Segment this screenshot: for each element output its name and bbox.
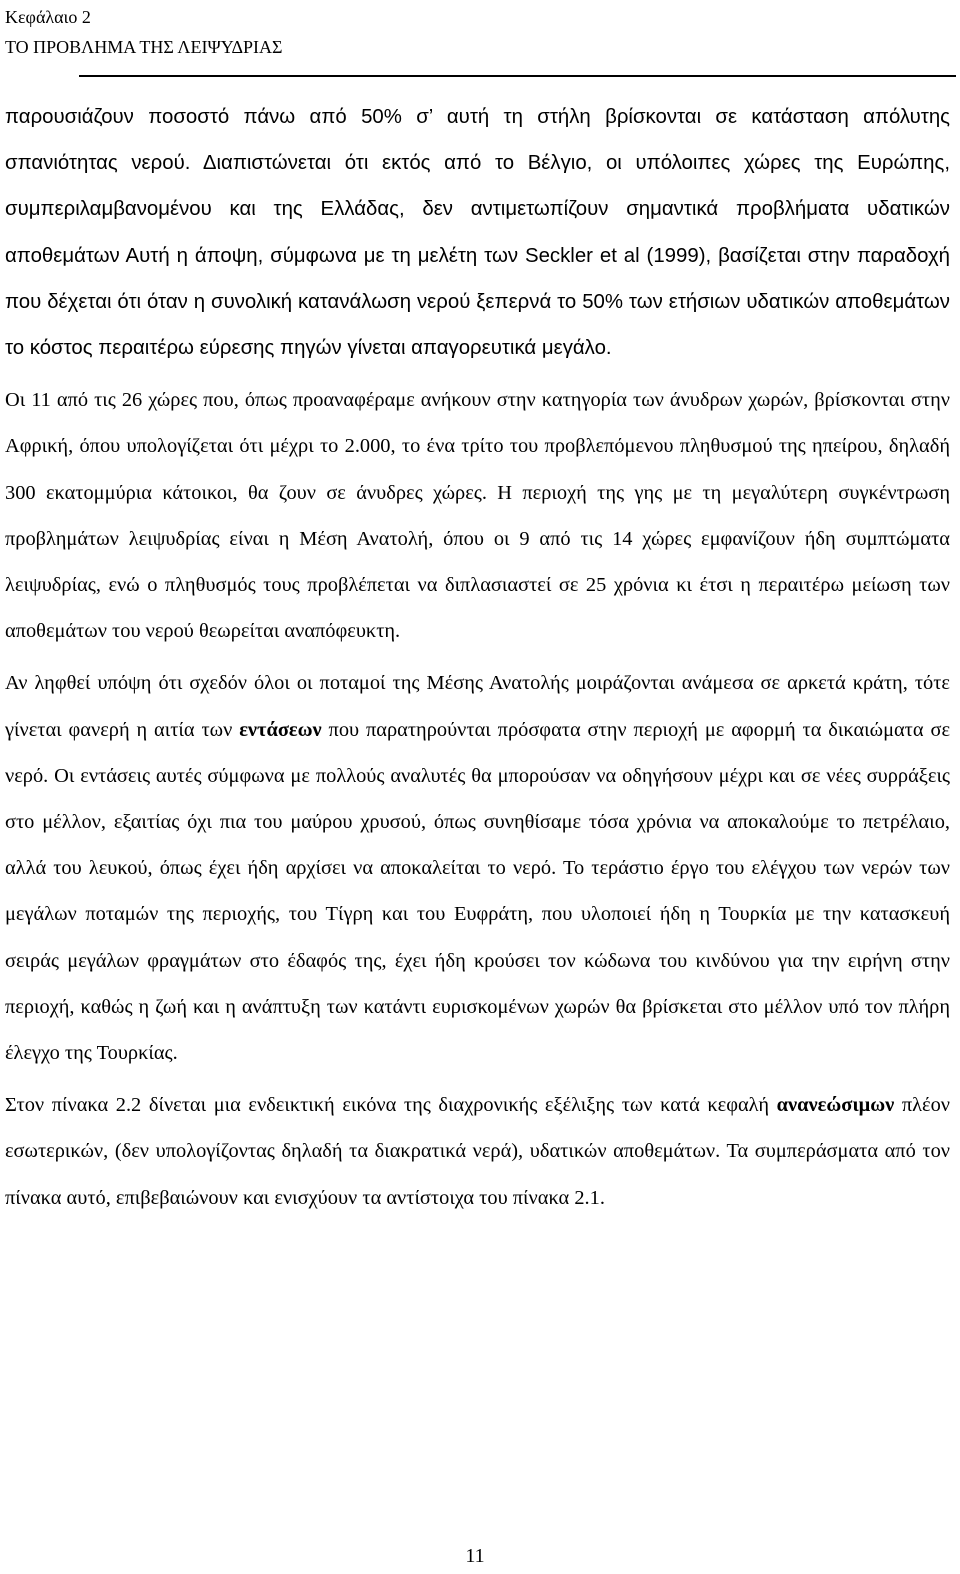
paragraph-3-text-before: Αν ληφθεί υπόψη ότι σχεδόν όλοι οι ποταμοί της Μέσης Ανατολής μοιράζονται ανάμεσα σε αρκετά κράτη, τότε γίνεται φανερή η αιτία των <box>5 672 950 741</box>
paragraph-2-text: Οι 11 από τις 26 χώρες που, όπως προαναφέραμε ανήκουν στην κατηγορία των άνυδρων χωρών, βρίσκονται στην Αφρική, όπου υπολογίζεται ότι μέχρι το 2.000, το ένα τρίτο του προβλεπόμενου πληθυσμού της ηπείρου, δηλαδή 300 εκατομμύρια κάτοικοι, θα ζουν σε άνυδρες χώρες. Η περιοχή της γης με τη μεγαλύτερη συγκέντρωση προβλημάτων λειψυδρίας είναι η Μέση Ανατολή, όπου οι 9 από τις 14 χώρες εμφανίζουν ήδη συμπτώματα λειψυδρίας, ενώ ο πληθυσμός τους προβλέπεται να διπλασιαστεί σε 25 χρόνια κι έτσι η περαιτέρω μείωση των αποθεμάτων του νερού θεωρείται αναπόφευκτη. <box>5 389 950 643</box>
paragraph-3-emphasis: εντάσεων <box>239 718 322 741</box>
header-rule <box>79 75 956 77</box>
chapter-title: ΤΟ ΠΡΟΒΛΗΜΑ ΤΗΣ ΛΕΙΨΥΔΡΙΑΣ <box>5 37 283 57</box>
chapter-label: Κεφάλαιο 2 <box>5 7 91 27</box>
paragraph-4 <box>5 1082 950 1221</box>
paragraph-2 <box>5 377 950 654</box>
paragraph-3 <box>5 660 950 1076</box>
paragraph-1-text: παρουσιάζουν ποσοστό πάνω από 50% σ’ αυτή τη στήλη βρίσκονται σε κατάσταση απόλυτης σπανιότητας νερού. Διαπιστώνεται ότι εκτός από το Βέλγιο, οι υπόλοιπες χώρες της Ευρώπης, συμπεριλαμβανομένου και της Ελλάδας, δεν αντιμετωπίζουν σημαντικά προβλήματα υδατικών αποθεμάτων Αυτή η άποψη, σύμφωνα με τη μελέτη των Seckler et al (1999), βασίζεται στην παραδοχή που δέχεται ότι όταν η συνολική κατανάλωση νερού ξεπερνά το 50% των ετήσιων υδατικών αποθεμάτων το κόστος περαιτέρω εύρεσης πηγών γίνεται απαγορευτικά μεγάλο. <box>5 106 950 360</box>
paragraph-1 <box>5 94 950 371</box>
paragraph-4-emphasis: ανανεώσιμων <box>776 1094 895 1117</box>
paragraph-3-text-after: που παρατηρούνται πρόσφατα στην περιοχή με αφορμή τα δικαιώματα σε νερό. Οι εντάσεις αυτές σύμφωνα με πολλούς αναλυτές θα μπορούσαν να οδηγήσουν μέχρι και σε νέες συρράξεις στο μέλλον, εξαιτίας όχι πια του μαύρου χρυσού, όπως συνηθίσαμε τόσα χρόνια να αποκαλούμε το πετρέλαιο, αλλά του λευκού, όπως έχει ήδη αρχίσει να αποκαλείται το νερό. Το τεράστιο έργο του ελέγχου των νερών των μεγάλων ποταμών της περιοχής, του Τίγρη και του Ευφράτη, που υλοποιεί ήδη η Τουρκία με την κατασκευή σειράς μεγάλων φραγμάτων στο έδαφός της, έχει ήδη κρούσει τον κώδωνα του κινδύνου για την ειρήνη στην περιοχή, καθώς η ζωή και η ανάπτυξη των κατάντι ευρισκομένων χωρών θα βρίσκεται στο μέλλον υπό τον πλήρη έλεγχο της Τουρκίας. <box>5 718 951 1065</box>
paragraph-4-text-before: Στον πίνακα 2.2 δίνεται μια ενδεικτική εικόνα της διαχρονικής εξέλιξης των κατά κεφαλή <box>5 1094 777 1117</box>
running-head <box>5 2 283 62</box>
paragraph-4-text-after: πλέον εσωτερικών, (δεν υπολογίζοντας δηλαδή τα διακρατικά νερά), υδατικών αποθεμάτων. Τα συμπεράσματα από τον πίνακα αυτό, επιβεβαιώνουν και ενισχύουν τα αντίστοιχα του πίνακα 2.1. <box>5 1094 950 1209</box>
body-text <box>5 94 950 1227</box>
page-number: 11 <box>465 1545 485 1567</box>
